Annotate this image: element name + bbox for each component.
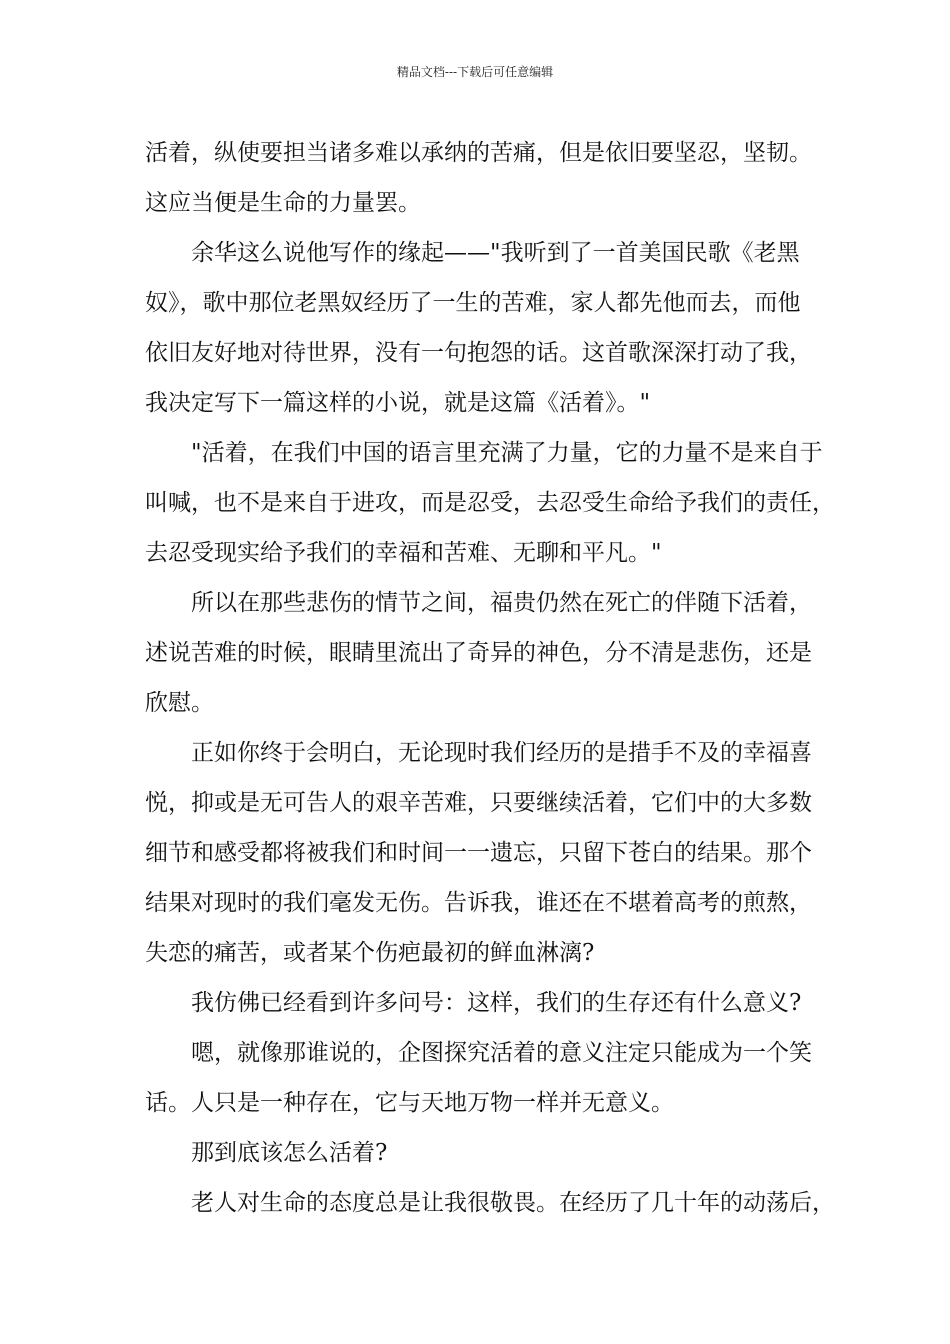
text-line: 话。人只是一种存在，它与天地万物一样并无意义。 — [145, 1090, 674, 1116]
paragraph — [145, 728, 825, 978]
document-body — [145, 128, 835, 1228]
paragraph — [145, 1178, 835, 1228]
text-line: 去忍受现实给予我们的幸福和苦难、无聊和平凡。" — [145, 540, 662, 566]
text-line: 所以在那些悲伤的情节之间，福贵仍然在死亡的伴随下活着， — [191, 590, 812, 616]
text-line: 结果对现时的我们毫发无伤。告诉我，谁还在不堪着高考的煎熬， — [145, 890, 812, 916]
text-line: 老人对生命的态度总是让我很敬畏。在经历了几十年的动荡后， — [191, 1190, 835, 1216]
paragraph — [145, 1128, 825, 1178]
text-line: 述说苦难的时候，眼睛里流出了奇异的神色，分不清是悲伤，还是 — [145, 640, 812, 666]
text-line: 我决定写下一篇这样的小说，就是这篇《活着》。" — [145, 390, 651, 416]
text-line: 依旧友好地对待世界，没有一句抱怨的话。这首歌深深打动了我， — [145, 340, 812, 366]
text-line: 细节和感受都将被我们和时间一一遗忘，只留下苍白的结果。那个 — [145, 840, 812, 866]
paragraph — [145, 128, 825, 228]
text-line: 叫喊，也不是来自于进攻，而是忍受，去忍受生命给予我们的责任， — [145, 490, 835, 516]
paragraph — [145, 1028, 825, 1128]
paragraph — [145, 578, 825, 728]
text-line: 我仿佛已经看到许多问号：这样，我们的生存还有什么意义? — [191, 990, 802, 1016]
text-line: "活着，在我们中国的语言里充满了力量，它的力量不是来自于 — [191, 440, 823, 466]
text-line: 奴》，歌中那位老黑奴经历了一生的苦难，家人都先他而去，而他 — [145, 290, 801, 316]
text-line: 失恋的痛苦，或者某个伤疤最初的鲜血淋漓? — [145, 940, 595, 966]
paragraph — [145, 978, 825, 1028]
text-line: 余华这么说他写作的缘起——"我听到了一首美国民歌《老黑 — [191, 240, 800, 266]
page-header: 精品文档---下载后可任意编辑 — [396, 65, 554, 79]
text-line: 嗯，就像那谁说的，企图探究活着的意义注定只能成为一个笑 — [191, 1040, 812, 1066]
text-line: 欣慰。 — [145, 690, 214, 716]
text-line: 这应当便是生命的力量罢。 — [145, 190, 421, 216]
paragraph — [145, 228, 825, 428]
text-line: 活着，纵使要担当诸多难以承纳的苦痛，但是依旧要坚忍，坚韧。 — [145, 140, 812, 166]
paragraph — [145, 428, 835, 578]
text-line: 那到底该怎么活着? — [191, 1140, 388, 1166]
text-line: 正如你终于会明白，无论现时我们经历的是措手不及的幸福喜 — [191, 740, 812, 766]
text-line: 悦，抑或是无可告人的艰辛苦难，只要继续活着，它们中的大多数 — [145, 790, 812, 816]
